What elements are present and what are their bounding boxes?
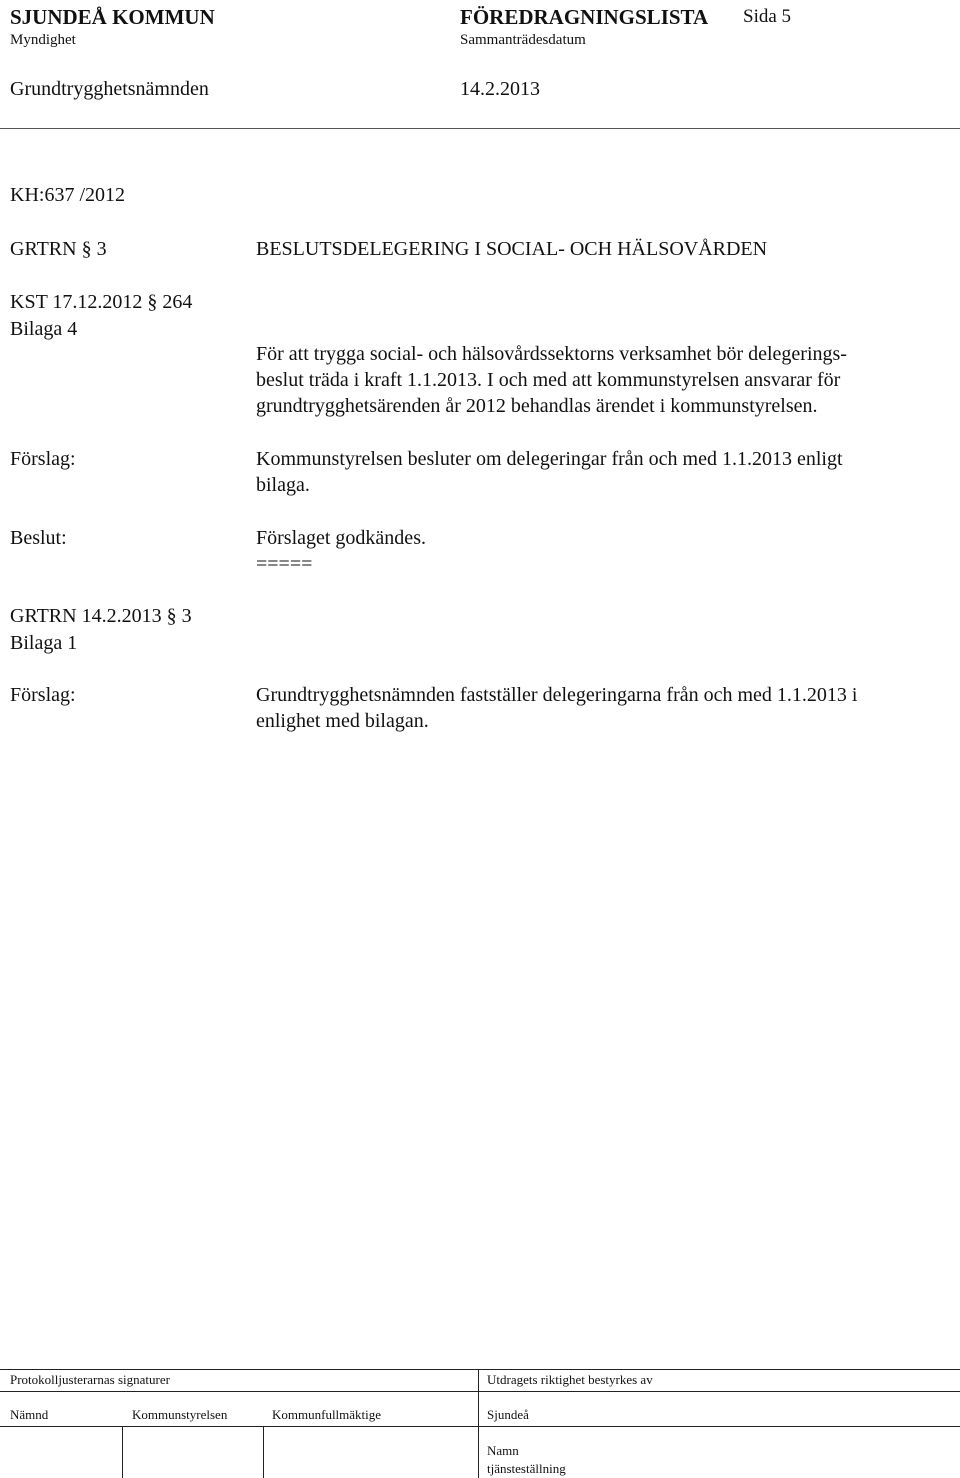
doc-type: FÖREDRAGNINGSLISTA	[460, 5, 709, 29]
name-label: Namn	[487, 1443, 519, 1458]
footer-row-divider	[0, 1426, 960, 1427]
page-number: Sida 5	[743, 6, 792, 27]
col-kommunstyrelsen: Kommunstyrelsen	[132, 1407, 228, 1422]
case-title: BESLUTSDELEGERING I SOCIAL- OCH HÄLSOVÅRDEN	[256, 238, 768, 260]
body-line: grundtrygghetsärenden år 2012 behandlas ärendet i kommunstyrelsen.	[256, 395, 818, 417]
col-kommunfullmaktige: Kommunfullmäktige	[272, 1407, 382, 1422]
col-namnd: Nämnd	[10, 1407, 49, 1422]
decision-line: Förslaget godkändes.	[256, 527, 426, 549]
date-label: Sammanträdesdatum	[460, 32, 586, 48]
authority-label: Myndighet	[10, 32, 76, 48]
signatures-label: Protokolljusterarnas signaturer	[10, 1372, 170, 1387]
section2-proposal-line: Grundtrygghetsnämnden fastställer delegeringarna från och med 1.1.2013 i	[256, 684, 858, 706]
authority-name: Grundtrygghetsnämnden	[10, 78, 209, 100]
meeting-date: 14.2.2013	[460, 78, 540, 100]
case-attachment: Bilaga 4	[10, 318, 78, 340]
case-ref-kh: KH:637 /2012	[10, 184, 125, 206]
section2-proposal-label: Förslag:	[10, 684, 76, 706]
decision-label: Beslut:	[10, 527, 67, 549]
header-divider	[0, 128, 960, 129]
case-ref-grtrn: GRTRN § 3	[10, 238, 107, 260]
municipality-name: SJUNDEÅ KOMMUN	[10, 5, 215, 29]
section2-attachment: Bilaga 1	[10, 632, 78, 654]
position-label: tjänsteställning	[487, 1461, 566, 1476]
proposal-line: bilaga.	[256, 474, 310, 496]
body-line: För att trygga social- och hälsovårdssektorns verksamhet bör delegerings-	[256, 343, 847, 365]
case-ref-kst: KST 17.12.2012 § 264	[10, 291, 193, 313]
footer-col-divider	[478, 1369, 479, 1478]
decision-separator: =====	[256, 553, 313, 575]
signature-footer	[0, 1369, 960, 1478]
footer-row-divider	[0, 1391, 960, 1392]
section2-ref: GRTRN 14.2.2013 § 3	[10, 605, 192, 627]
footer-top-border	[0, 1369, 960, 1370]
body-line: beslut träda i kraft 1.1.2013. I och med att kommunstyrelsen ansvarar för	[256, 369, 841, 391]
proposal-line: Kommunstyrelsen besluter om delegeringar från och med 1.1.2013 enligt	[256, 448, 843, 470]
place-name: Sjundeå	[487, 1407, 529, 1422]
section2-proposal-line: enlighet med bilagan.	[256, 710, 429, 732]
certify-label: Utdragets riktighet bestyrkes av	[487, 1372, 653, 1387]
footer-col-divider	[263, 1426, 264, 1478]
footer-col-divider	[122, 1426, 123, 1478]
proposal-label: Förslag:	[10, 448, 76, 470]
